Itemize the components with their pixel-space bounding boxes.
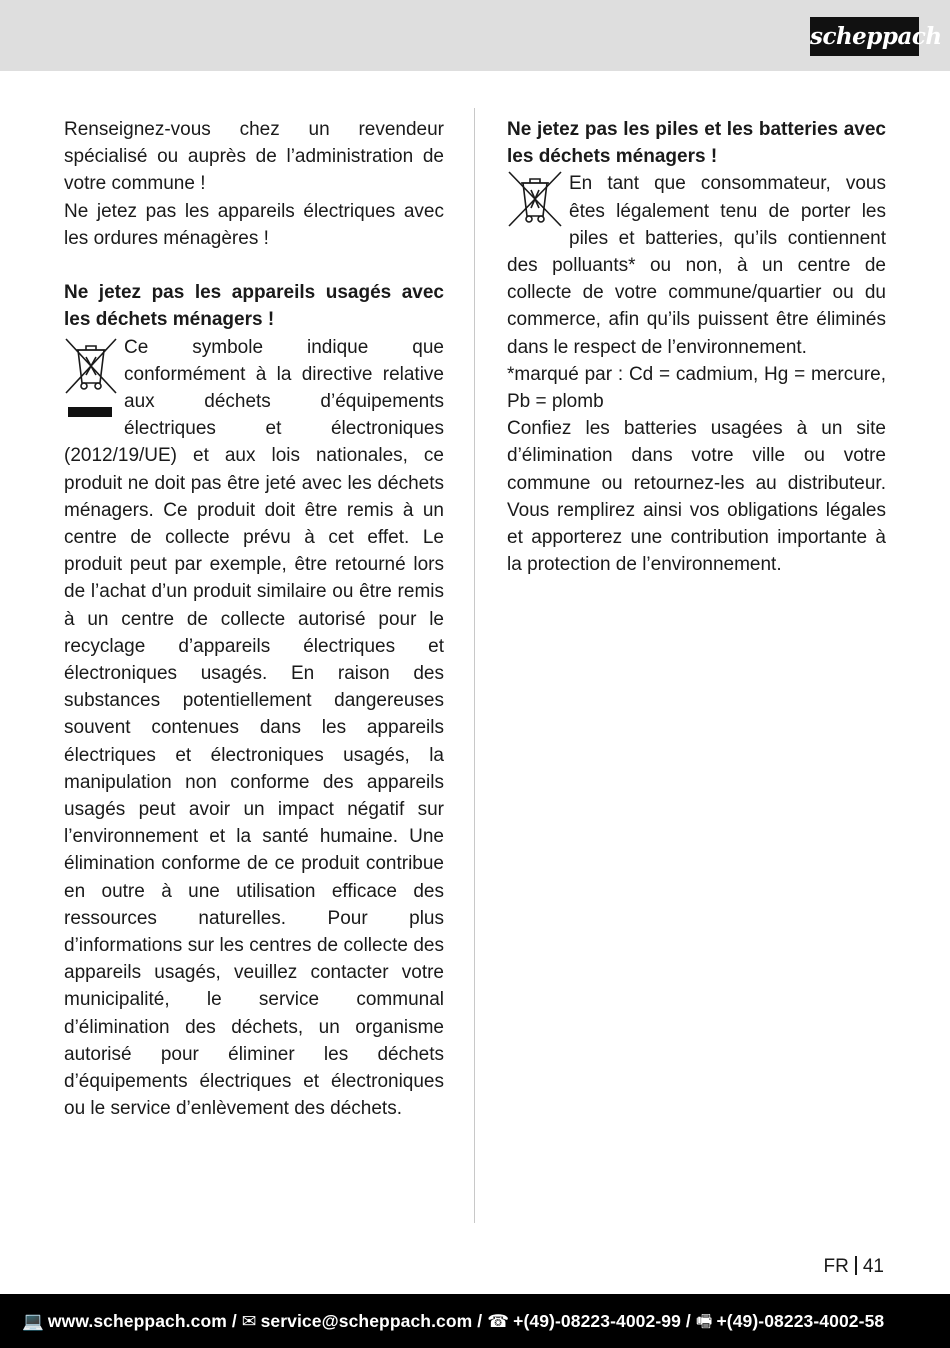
column-divider [474,108,475,1223]
battery-body: En tant que consommateur, vous êtes légalement tenu de porter les piles et batteries, qu’ils contiennent des polluants* ou non, à un centre de collecte de votre commune/quartier ou du commerce, afin qu’ils puissent être éliminés dans le respect de l’environnement. [507,173,886,358]
telephone-icon: ☎ [487,1311,510,1331]
footer-website[interactable]: www.scheppach.com [47,1311,227,1331]
weee-heading: Ne jetez pas les appareils usagés avec les déchets ménagers ! [64,282,444,331]
battery-heading: Ne jetez pas les piles et les batteries avec les déchets ménagers ! [507,119,886,168]
computer-icon: 💻 [22,1311,44,1331]
footer-separator: / [226,1311,242,1331]
envelope-icon: ✉ [241,1311,257,1331]
crossed-out-wheelie-bin-icon [64,337,118,420]
intro-warning: Ne jetez pas les appareils électriques avec les ordures ménagères ! [64,200,444,249]
intro-paragraph: Renseignez-vous chez un revendeur spécialisé ou auprès de l’administration de votre commune ! [64,119,444,195]
right-column [507,116,886,578]
footer-fax[interactable]: +(49)-08223-4002-58 [716,1311,885,1331]
battery-note: *marqué par : Cd = cadmium, Hg = mercure, Pb = plomb [507,363,886,413]
battery-closing: Confiez les batteries usagées à un site d’élimination dans votre ville ou votre commune ou retournez-les au distributeur. Vous remplirez ainsi vos obligations légales et apporterez une contribution importante à la protection de l’environnement. [507,418,886,576]
footer-bar [0,1294,950,1348]
fax-icon: 🖷 [695,1311,713,1331]
weee-body: Ce symbole indique que conformément à la directive relative aux déchets d’équipements électriques et électroniques (2012/19/UE) et aux lois nationales, ce produit ne doit pas être jeté avec les déchets ménagers. Ce produit doit être remis à un centre de collecte prévu à cet effet. Le produit peut par exemple, être retourné lors de l’achat d’un produit similaire ou être remis à un centre de collecte autorisé pour le recyclage d’appareils électriques et électroniques usagés. En raison des substances potentiellement dangereuses souvent contenues dans les appareils électriques et électroniques usagés, la manipulation non conforme des appareils usagés peut avoir un impact négatif sur l’environnement et la santé humaine. Une élimination conforme de ce produit contribue en outre à une utilisation efficace des ressources naturelles. Pour plus d’informations sur les centres de collecte des appareils usagés, veuillez contacter votre municipalité, le service communal d’élimination des déchets, un organisme autorisé pour éliminer les déchets d’équipements électriques et électroniques ou le service d’enlèvement des déchets. [64,336,444,1120]
page-number [824,1256,884,1278]
page-language: FR [823,1256,849,1277]
page-number-value: 41 [862,1256,884,1277]
header-bar [0,0,950,71]
footer-separator: / [680,1311,696,1331]
page-separator [855,1256,857,1275]
footer-separator: / [472,1311,488,1331]
footer-email[interactable]: service@scheppach.com [260,1311,473,1331]
crossed-out-battery-bin-icon [507,168,563,230]
footer-phone[interactable]: +(49)-08223-4002-99 [513,1311,681,1331]
left-column [64,116,444,1123]
scheppach-logo: scheppach [810,17,919,56]
